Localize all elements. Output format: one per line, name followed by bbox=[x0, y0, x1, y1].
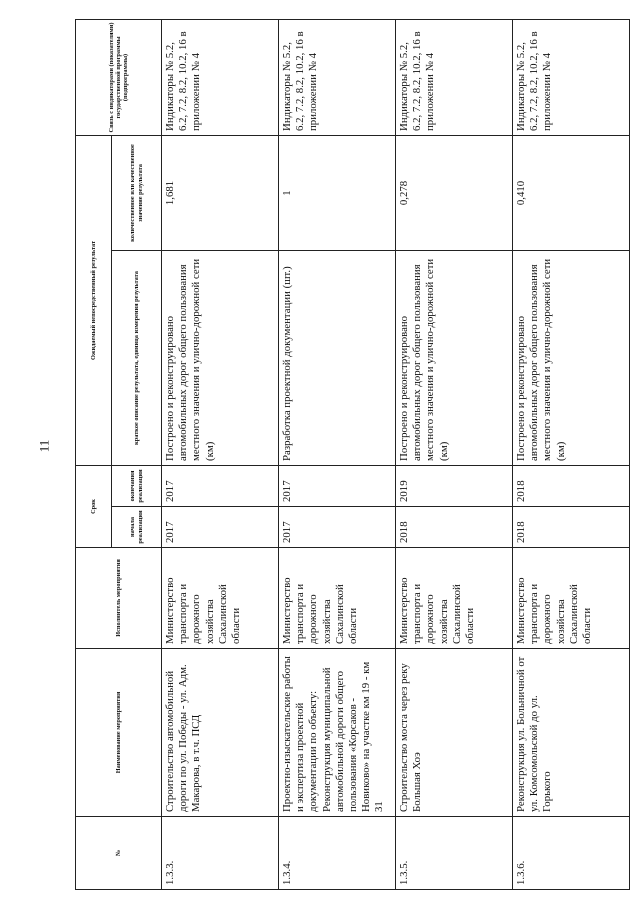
row-start: 2017 bbox=[279, 507, 396, 548]
header-num: № bbox=[76, 817, 162, 890]
row-value: 1,681 bbox=[162, 135, 279, 250]
row-executor: Министерство транспорта и дорожного хозяйства Сахалинской области bbox=[279, 548, 396, 649]
row-name: Реконструкция ул. Больничной от ул. Комсомольской до ул. Горького bbox=[513, 649, 630, 817]
row-end: 2019 bbox=[396, 465, 513, 506]
row-num: 1.3.6. bbox=[513, 817, 630, 890]
row-end: 2017 bbox=[279, 465, 396, 506]
header-result: Ожидаемый непосредственный результат bbox=[76, 135, 112, 465]
header-result-desc: краткое описание результата, единица измерения результата bbox=[112, 250, 162, 465]
row-start: 2018 bbox=[513, 507, 630, 548]
measures-table-container bbox=[75, 20, 630, 890]
row-desc: Разработка проектной документации (шт.) bbox=[279, 250, 396, 465]
row-name: Проектно-изыскательские работы и экспертиза проектной документации по объекту: Реконструкция муниципальной автомобильной дороги общего пользования «Корсаков - Новиково» на участке км 19 - км 31 bbox=[279, 649, 396, 817]
row-num: 1.3.4. bbox=[279, 817, 396, 890]
row-desc: Построено и реконструировано автомобильных дорог общего пользования местного значения и улично-дорожной сети (км) bbox=[396, 250, 513, 465]
row-executor: Министерство транспорта и дорожного хозяйства Сахалинской области bbox=[513, 548, 630, 649]
row-num: 1.3.3. bbox=[162, 817, 279, 890]
row-desc: Построено и реконструировано автомобильных дорог общего пользования местного значения и улично-дорожной сети (км) bbox=[162, 250, 279, 465]
page-number: 11 bbox=[36, 439, 52, 453]
row-value: 0,278 bbox=[396, 135, 513, 250]
row-end: 2017 bbox=[162, 465, 279, 506]
row-desc: Построено и реконструировано автомобильных дорог общего пользования местного значения и улично-дорожной сети (км) bbox=[513, 250, 630, 465]
header-term: Срок bbox=[76, 465, 112, 547]
table-row bbox=[162, 19, 279, 889]
header-name: Наименование мероприятия bbox=[76, 649, 162, 817]
table-row bbox=[513, 19, 630, 889]
table-row bbox=[396, 19, 513, 889]
header-executor: Исполнитель мероприятия bbox=[76, 548, 162, 649]
header-link: Связь с индикаторами (показателями) государственной программы (подпрограммы) bbox=[76, 19, 162, 135]
row-executor: Министерство транспорта и дорожного хозяйства Сахалинской области bbox=[396, 548, 513, 649]
row-link: Индикаторы № 5.2, 6.2, 7.2, 8.2, 10.2, 16 в приложении № 4 bbox=[513, 19, 630, 135]
row-link: Индикаторы № 5.2, 6.2, 7.2, 8.2, 10.2, 16 в приложении № 4 bbox=[279, 19, 396, 135]
row-end: 2018 bbox=[513, 465, 630, 506]
header-term-start: начала реализации bbox=[112, 507, 162, 548]
header-term-end: окончания реализации bbox=[112, 465, 162, 506]
row-value: 0,410 bbox=[513, 135, 630, 250]
row-start: 2018 bbox=[396, 507, 513, 548]
header-result-value: количественное или качественное значение результата bbox=[112, 135, 162, 250]
row-name: Строительство автомобильной дороги по ул. Победы - ул. Адм. Макарова, в т.ч. ПСД bbox=[162, 649, 279, 817]
row-executor: Министерство транспорта и дорожного хозяйства Сахалинской области bbox=[162, 548, 279, 649]
row-num: 1.3.5. bbox=[396, 817, 513, 890]
row-value: 1 bbox=[279, 135, 396, 250]
header-row-1 bbox=[76, 19, 112, 889]
row-start: 2017 bbox=[162, 507, 279, 548]
measures-table bbox=[75, 19, 630, 890]
row-link: Индикаторы № 5.2, 6.2, 7.2, 8.2, 10.2, 16 в приложении № 4 bbox=[396, 19, 513, 135]
row-link: Индикаторы № 5.2, 6.2, 7.2, 8.2, 10.2, 16 в приложении № 4 bbox=[162, 19, 279, 135]
table-row bbox=[279, 19, 396, 889]
row-name: Строительство моста через реку Большая Хоэ bbox=[396, 649, 513, 817]
